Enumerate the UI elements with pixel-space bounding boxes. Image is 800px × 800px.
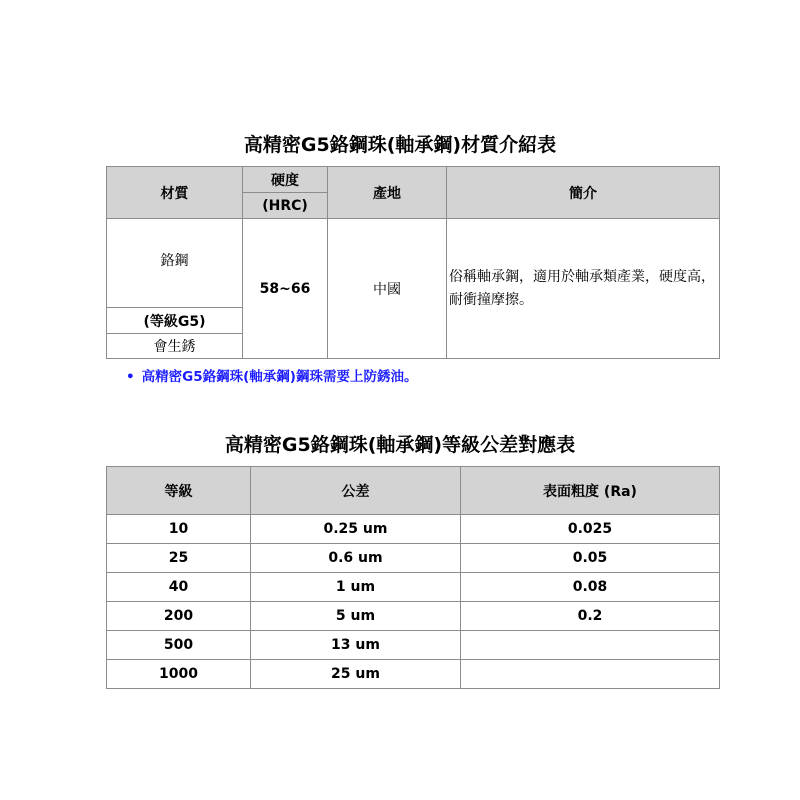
description-value: 俗稱軸承鋼，適用於軸承類產業，硬度高，耐衝撞摩擦。 xyxy=(447,219,720,359)
table-row xyxy=(107,602,720,631)
table-row xyxy=(107,660,720,689)
header-material: 材質 xyxy=(107,167,243,219)
header-grade: 等級 xyxy=(107,467,251,515)
grade-cell: 1000 xyxy=(107,660,251,689)
roughness-cell: 0.025 xyxy=(461,515,720,544)
grade-cell: 10 xyxy=(107,515,251,544)
grade-cell: 25 xyxy=(107,544,251,573)
tolerance-cell: 5 um xyxy=(251,602,461,631)
roughness-cell xyxy=(461,660,720,689)
roughness-cell: 0.08 xyxy=(461,573,720,602)
header-description: 簡介 xyxy=(447,167,720,219)
material-name: 鉻鋼 xyxy=(107,219,243,308)
grade-cell: 40 xyxy=(107,573,251,602)
header-roughness: 表面粗度 (Ra) xyxy=(461,467,720,515)
roughness-cell: 0.2 xyxy=(461,602,720,631)
grade-cell: 500 xyxy=(107,631,251,660)
table-row xyxy=(107,544,720,573)
roughness-cell: 0.05 xyxy=(461,544,720,573)
material-table-title: 高精密G5鉻鋼珠(軸承鋼)材質介紹表 xyxy=(243,134,557,156)
roughness-cell xyxy=(461,631,720,660)
hardness-value: 58~66 xyxy=(243,219,328,359)
bullet-icon: • xyxy=(126,369,135,385)
origin-value: 中國 xyxy=(328,219,447,359)
header-origin: 產地 xyxy=(328,167,447,219)
table-row xyxy=(107,573,720,602)
tolerance-cell: 0.6 um xyxy=(251,544,461,573)
rust-oil-note xyxy=(126,365,417,385)
header-hardness: 硬度 xyxy=(243,167,328,193)
table-row xyxy=(107,631,720,660)
table-row xyxy=(107,515,720,544)
grade-table-title: 高精密G5鉻鋼珠(軸承鋼)等級公差對應表 xyxy=(224,434,576,456)
material-rust-note: 會生銹 xyxy=(107,334,243,359)
tolerance-cell: 25 um xyxy=(251,660,461,689)
grade-table xyxy=(106,466,720,689)
tolerance-cell: 0.25 um xyxy=(251,515,461,544)
material-table xyxy=(106,166,720,359)
note-text: 高精密G5鉻鋼珠(軸承鋼)鋼珠需要上防銹油。 xyxy=(141,369,418,385)
header-tolerance: 公差 xyxy=(251,467,461,515)
tolerance-cell: 1 um xyxy=(251,573,461,602)
material-grade: (等級G5) xyxy=(107,308,243,334)
tolerance-cell: 13 um xyxy=(251,631,461,660)
header-hardness-unit: (HRC) xyxy=(243,193,328,219)
grade-cell: 200 xyxy=(107,602,251,631)
